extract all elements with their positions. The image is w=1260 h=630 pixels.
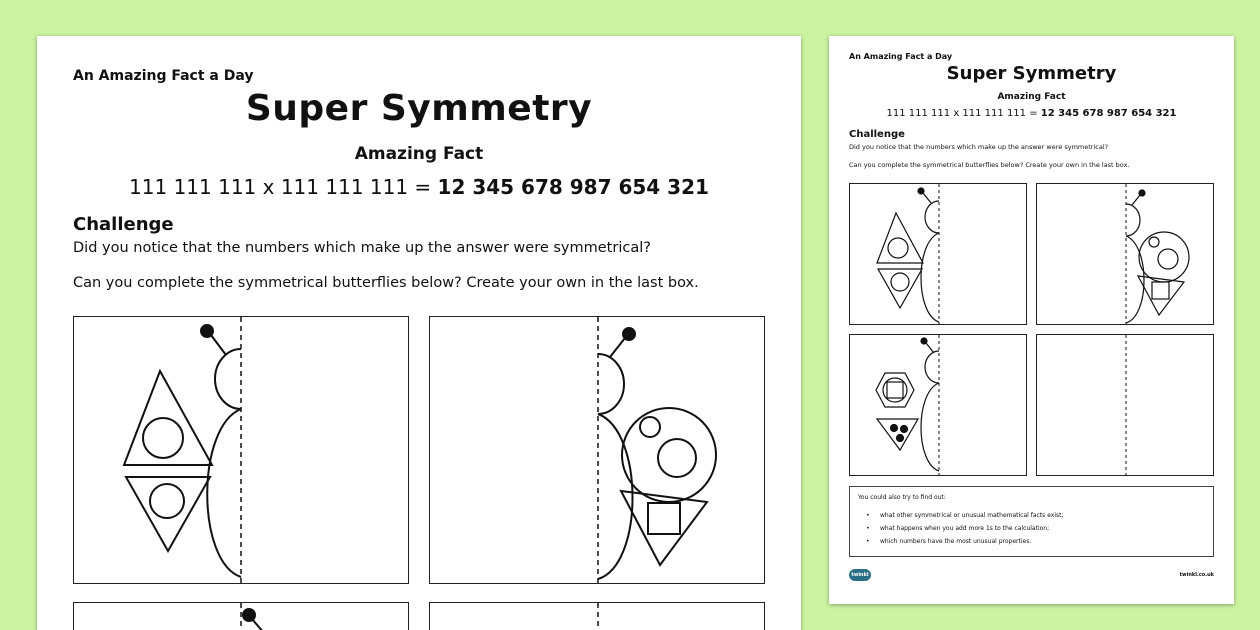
subtitle: Amazing Fact xyxy=(354,144,484,164)
extension-item: • what happens when you add more 1s to the calculation; xyxy=(858,522,1064,535)
extension-box xyxy=(849,486,1214,557)
thumb-equation xyxy=(829,108,1234,119)
thumb-series-label: An Amazing Fact a Day xyxy=(849,52,953,61)
fact-equation xyxy=(37,175,801,199)
worksheet-page-thumbnail xyxy=(829,36,1234,604)
thumb-question-2: Can you complete the symmetrical butterflies below? Create your own in the last box. xyxy=(849,161,1130,169)
extension-item: • which numbers have the most unusual properties. xyxy=(858,535,1064,548)
extension-intro: You could also try to find out: xyxy=(858,494,946,501)
footer-site: twinkl.co.uk xyxy=(1179,572,1214,578)
thumb-title: Super Symmetry xyxy=(946,63,1117,84)
thumb-equation-left: 111 111 111 x 111 111 111 = xyxy=(886,108,1038,119)
butterfly-box-3[interactable] xyxy=(73,602,409,630)
thumb-question-1: Did you notice that the numbers which make up the answer were symmetrical? xyxy=(849,143,1109,151)
twinkl-logo: twinkl xyxy=(849,569,871,581)
equation-left: 111 111 111 x 111 111 111 = xyxy=(129,175,432,199)
thumb-box-1[interactable] xyxy=(849,183,1027,325)
question-1: Did you notice that the numbers which make up the answer were symmetrical? xyxy=(73,240,651,256)
question-2: Can you complete the symmetrical butterflies below? Create your own in the last box. xyxy=(73,275,699,291)
thumb-box-3[interactable] xyxy=(849,334,1027,476)
thumb-subtitle: Amazing Fact xyxy=(997,92,1066,102)
challenge-heading: Challenge xyxy=(73,214,174,235)
empty-box-drawing xyxy=(430,603,765,630)
butterfly-partial-drawing xyxy=(74,603,409,630)
thumb-equation-answer: 12 345 678 987 654 321 xyxy=(1040,108,1177,119)
butterfly-left-half-drawing xyxy=(74,317,409,584)
butterfly-box-2[interactable] xyxy=(429,316,765,584)
thumb-box-2[interactable] xyxy=(1036,183,1214,325)
thumb-butterfly-1-drawing xyxy=(850,184,1027,325)
extension-list xyxy=(858,509,1064,548)
thumb-butterfly-3-drawing xyxy=(850,335,1027,476)
equation-answer: 12 345 678 987 654 321 xyxy=(437,175,709,199)
thumb-challenge-heading: Challenge xyxy=(849,129,905,140)
butterfly-box-1[interactable] xyxy=(73,316,409,584)
worksheet-page-large xyxy=(37,36,801,630)
thumb-empty-box-drawing xyxy=(1037,335,1214,476)
series-label: An Amazing Fact a Day xyxy=(73,68,254,84)
butterfly-box-4[interactable] xyxy=(429,602,765,630)
extension-item: • what other symmetrical or unusual mathematical facts exist; xyxy=(858,509,1064,522)
thumb-box-4[interactable] xyxy=(1036,334,1214,476)
thumb-butterfly-2-drawing xyxy=(1037,184,1214,325)
butterfly-right-half-drawing xyxy=(430,317,765,584)
page-title: Super Symmetry xyxy=(245,88,593,129)
